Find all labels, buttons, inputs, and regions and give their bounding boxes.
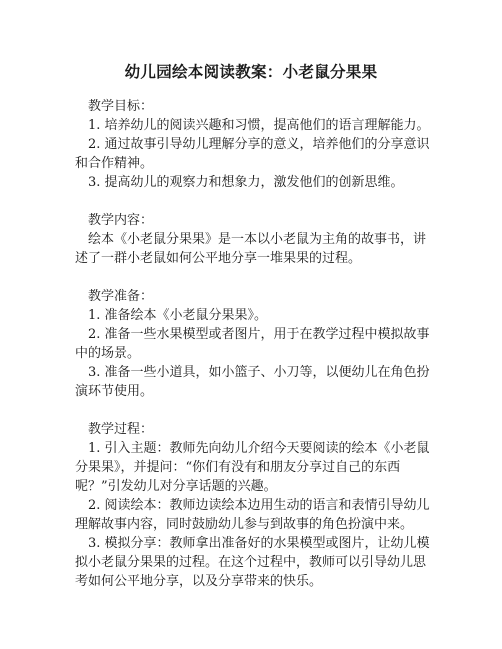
list-item: 3. 模拟分享：教师拿出准备好的水果模型或图片，让幼儿模拟小老鼠分果果的过程。在这个过程中，教师可以引导幼儿思考如何公平地分享，以及分享带来的快乐。 xyxy=(75,536,430,589)
section-teaching-preparation xyxy=(75,287,435,401)
section-teaching-content xyxy=(75,211,435,268)
list-item: 2. 准备一些水果模型或者图片，用于在教学过程中模拟故事中的场景。 xyxy=(75,327,430,361)
section-heading: 教学内容： xyxy=(88,213,154,228)
section-teaching-objectives xyxy=(75,97,435,192)
section-heading: 教学准备： xyxy=(88,289,154,304)
list-item: 1. 引入主题：教师先向幼儿介绍今天要阅读的绘本《小老鼠分果果》，并提问：“你们有没有和朋友分享过自己的东西呢？”引发幼儿对分享话题的兴趣。 xyxy=(75,441,430,494)
document-body xyxy=(75,97,435,610)
list-item: 2. 通过故事引导幼儿理解分享的意义，培养他们的分享意识和合作精神。 xyxy=(75,137,430,171)
paragraph: 绘本《小老鼠分果果》是一本以小老鼠为主角的故事书，讲述了一群小老鼠如何公平地分享一堆果果的过程。 xyxy=(75,232,427,266)
document-title: 幼儿园绘本阅读教案：小老鼠分果果 xyxy=(124,63,378,81)
list-item: 3. 准备一些小道具，如小篮子、小刀等，以便幼儿在角色扮演环节使用。 xyxy=(75,365,430,399)
section-heading: 教学过程： xyxy=(88,422,154,437)
list-item: 1. 培养幼儿的阅读兴趣和习惯，提高他们的语言理解能力。 xyxy=(88,118,430,133)
list-item: 3. 提高幼儿的观察力和想象力，激发他们的创新思维。 xyxy=(88,175,404,190)
list-item: 2. 阅读绘本：教师边读绘本边用生动的语言和表情引导幼儿理解故事内容，同时鼓励幼儿参与到故事的角色扮演中来。 xyxy=(75,498,430,532)
section-teaching-process xyxy=(75,420,435,591)
list-item: 1. 准备绘本《小老鼠分果果》。 xyxy=(88,308,268,323)
section-heading: 教学目标： xyxy=(88,99,154,114)
